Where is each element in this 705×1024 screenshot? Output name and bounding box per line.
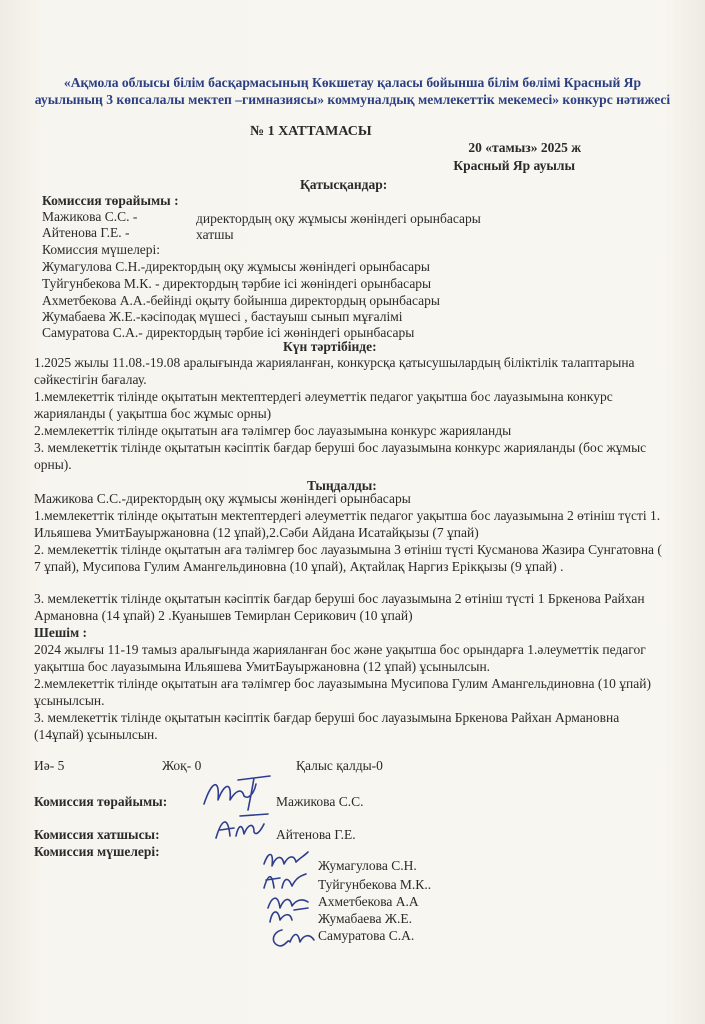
vote-yes: Иә- 5 — [34, 758, 65, 773]
sign-member-name: Жумабаева Ж.Е. — [318, 911, 412, 926]
member-line: Самуратова С.А.- директордың тәрбие ісі жөніндегі орынбасары — [42, 325, 415, 340]
protocol-number: № 1 ХАТТАМАСЫ — [250, 124, 372, 139]
member-line: Жумабаева Ж.Е.-кәсіподақ мүшесі , бастауыш сынып мұғалімі — [42, 309, 403, 324]
secretary-role: хатшы — [196, 227, 234, 242]
heard-heading: Тыңдалды: — [307, 478, 377, 493]
sign-chair-label: Комиссия төрайымы: — [34, 794, 168, 809]
vote-no: Жоқ- 0 — [162, 758, 202, 773]
decision-item: 3. мемлекеттік тілінде оқытатын кәсіптік бағдар беруші бос лауазымына Бркенова Райхан Армановна (14ұпай) ұсынылсын. — [34, 710, 620, 742]
secretary-signature — [210, 810, 272, 846]
agenda-item: 2.мемлекеттік тілінде оқытатын аға тәлімгер бос лауазымына конкурс жарияланды — [34, 423, 512, 438]
decision-item: 2.мемлекеттік тілінде оқытатын аға тәлімгер бос лауазымына Мусипова Гулим Амангельдиновна (10 ұпай) ұсынылсын. — [34, 676, 651, 708]
heard-item: 3. мемлекеттік тілінде оқытатын кәсіптік бағдар беруші бос лауазымына 2 өтініш түсті 1 Бркенова Райхан Армановна (14 ұпай) 2 .Куанышев Темирлан Серикович (10 ұпай) — [34, 591, 645, 623]
member-line: Ахметбекова А.А.-бейінді оқыту бойынша директордың орынбасары — [42, 293, 440, 308]
protocol-place: Красный Яр ауылы — [453, 158, 575, 173]
member-line: Жумагулова С.Н.-директордың оқу жұмысы жөніндегі орынбасары — [42, 259, 430, 274]
decision-item: 2024 жылғы 11-19 тамыз аралығында жарияланған бос және уақытша бос орындарға 1.әлеуметтік педагог уақытша бос лауазымына Ильяшева УмитБауыржановна (12 ұпай) ұсынылсын. — [34, 642, 646, 674]
heard-speaker: Мажикова С.С.-директордың оқу жұмысы жөніндегі орынбасары — [34, 491, 411, 506]
sign-chair-name: Мажикова С.С. — [276, 794, 364, 809]
agenda-item: 3. мемлекеттік тілінде оқытатын кәсіптік бағдар беруші бос лауазымына конкурс жарияланды (бос жұмыс орны). — [34, 440, 647, 472]
agenda-item: 1.2025 жылы 11.08.-19.08 аралығында жарияланған, конкурсқа қатысушылардың біліктілік талаптарына сәйкестігін бағалау. — [34, 355, 635, 387]
heard-item: 1.мемлекеттік тілінде оқытатын мектептердегі әлеуметтік педагог уақытша бос лауазымына 2 өтініш түсті 1. Ильяшева УмитБауыржановна (12 ұпай),2.Сәби Айдана Исатайқызы (7 ұпай) — [34, 508, 661, 540]
participants-heading: Қатысқандар: — [300, 177, 388, 192]
chair-name: Мажикова С.С. - — [42, 209, 138, 224]
sign-secretary-label: Комиссия хатшысы: — [34, 827, 160, 842]
agenda-heading: Күн тәртібінде: — [283, 339, 377, 354]
vote-abstain: Қалыс қалды-0 — [296, 758, 383, 773]
decision-heading: Шешім : — [34, 625, 88, 640]
protocol-date: 20 «тамыз» 2025 ж — [468, 140, 581, 155]
member-signature — [266, 922, 322, 952]
document-title: «Ақмола облысы білім басқармасының Көкшетау қаласы бойынша білім бөлімі Красный Яр ауылының 3 көпсалалы мектеп –гимназиясы» коммуналдық мемлекеттік мекемесі» конкурс нәтижесі — [34, 75, 671, 107]
members-label: Комиссия мүшелері: — [42, 242, 161, 257]
sign-member-name: Самуратова С.А. — [318, 928, 415, 943]
member-line: Туйгунбекова М.К. - директордың тәрбие ісі жөніндегі орынбасары — [42, 276, 432, 291]
heard-item: 2. мемлекеттік тілінде оқытатын аға тәлімгер бос лауазымына 3 өтініш түсті Кусманова Жазира Сунгатовна ( 7 ұпай), Мусипова Гулим Амангельдиновна (10 ұпай), Ақтайлақ Наргиз Ерікқызы (9 ұпай) . — [34, 542, 662, 574]
secretary-name: Айтенова Г.Е. - — [42, 225, 130, 240]
chair-label: Комиссия төрайымы : — [42, 193, 179, 208]
sign-member-name: Ахметбекова А.А — [318, 894, 419, 909]
sign-members-label: Комиссия мүшелері: — [34, 844, 160, 859]
sign-member-name: Туйгунбекова М.К.. — [318, 877, 432, 892]
sign-member-name: Жумагулова С.Н. — [318, 858, 417, 873]
agenda-item: 1.мемлекеттік тілінде оқытатын мектептердегі әлеуметтік педагог уақытша бос лауазымына конкурс жарияланды ( уақытша бос жұмыс орны) — [34, 389, 613, 421]
chair-role: директордың оқу жұмысы жөніндегі орынбасары — [196, 211, 481, 226]
sign-secretary-name: Айтенова Г.Е. — [276, 827, 356, 842]
